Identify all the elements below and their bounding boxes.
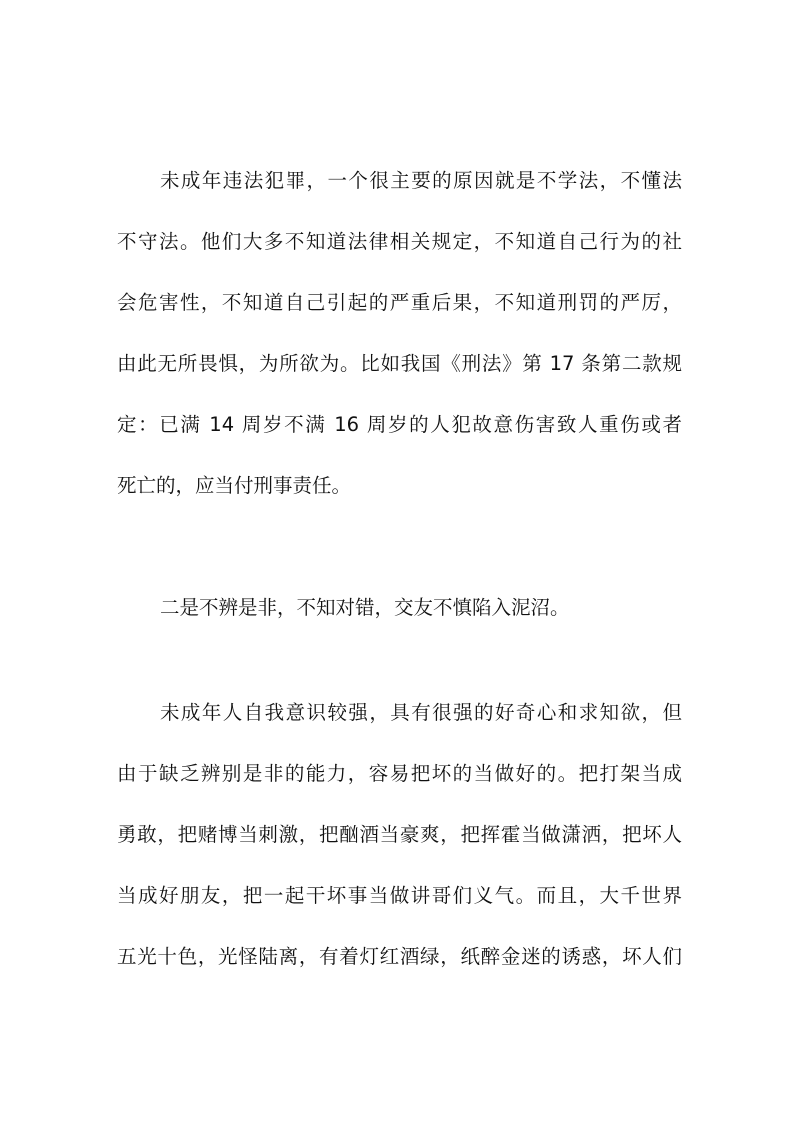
paragraph-1-line-1: 未成年违法犯罪，一个很主要的原因就是不学法，不懂法 (160, 169, 682, 192)
paragraph-3-line-5: 五光十色，光怪陆离，有着灯红酒绿，纸醉金迷的诱惑，坏人们 (117, 945, 682, 968)
paragraph-1-line-5: 定：已满 14 周岁不满 16 周岁的人犯故意伤害致人重伤或者 (117, 413, 682, 436)
paragraph-1-line-3: 会危害性，不知道自己引起的严重后果，不知道刑罚的严厉， (117, 291, 682, 314)
paragraph-3-line-4: 当成好朋友，把一起干坏事当做讲哥们义气。而且，大千世界 (117, 884, 682, 907)
paragraph-1-line-4: 由此无所畏惧，为所欲为。比如我国《刑法》第 17 条第二款规 (117, 352, 682, 375)
paragraph-3-line-1: 未成年人自我意识较强，具有很强的好奇心和求知欲，但 (160, 701, 682, 724)
paragraph-1-line-6: 死亡的，应当付刑事责任。 (117, 474, 352, 497)
paragraph-3-line-2: 由于缺乏辨别是非的能力，容易把坏的当做好的。把打架当成 (117, 762, 682, 785)
paragraph-3-line-3: 勇敢，把赌博当刺激，把酗酒当豪爽，把挥霍当做潇洒，把坏人 (117, 823, 682, 846)
paragraph-2-line-1: 二是不辨是非，不知对错，交友不慎陷入泥沼。 (160, 596, 570, 619)
paragraph-1-line-2: 不守法。他们大多不知道法律相关规定，不知道自己行为的社 (117, 230, 682, 253)
